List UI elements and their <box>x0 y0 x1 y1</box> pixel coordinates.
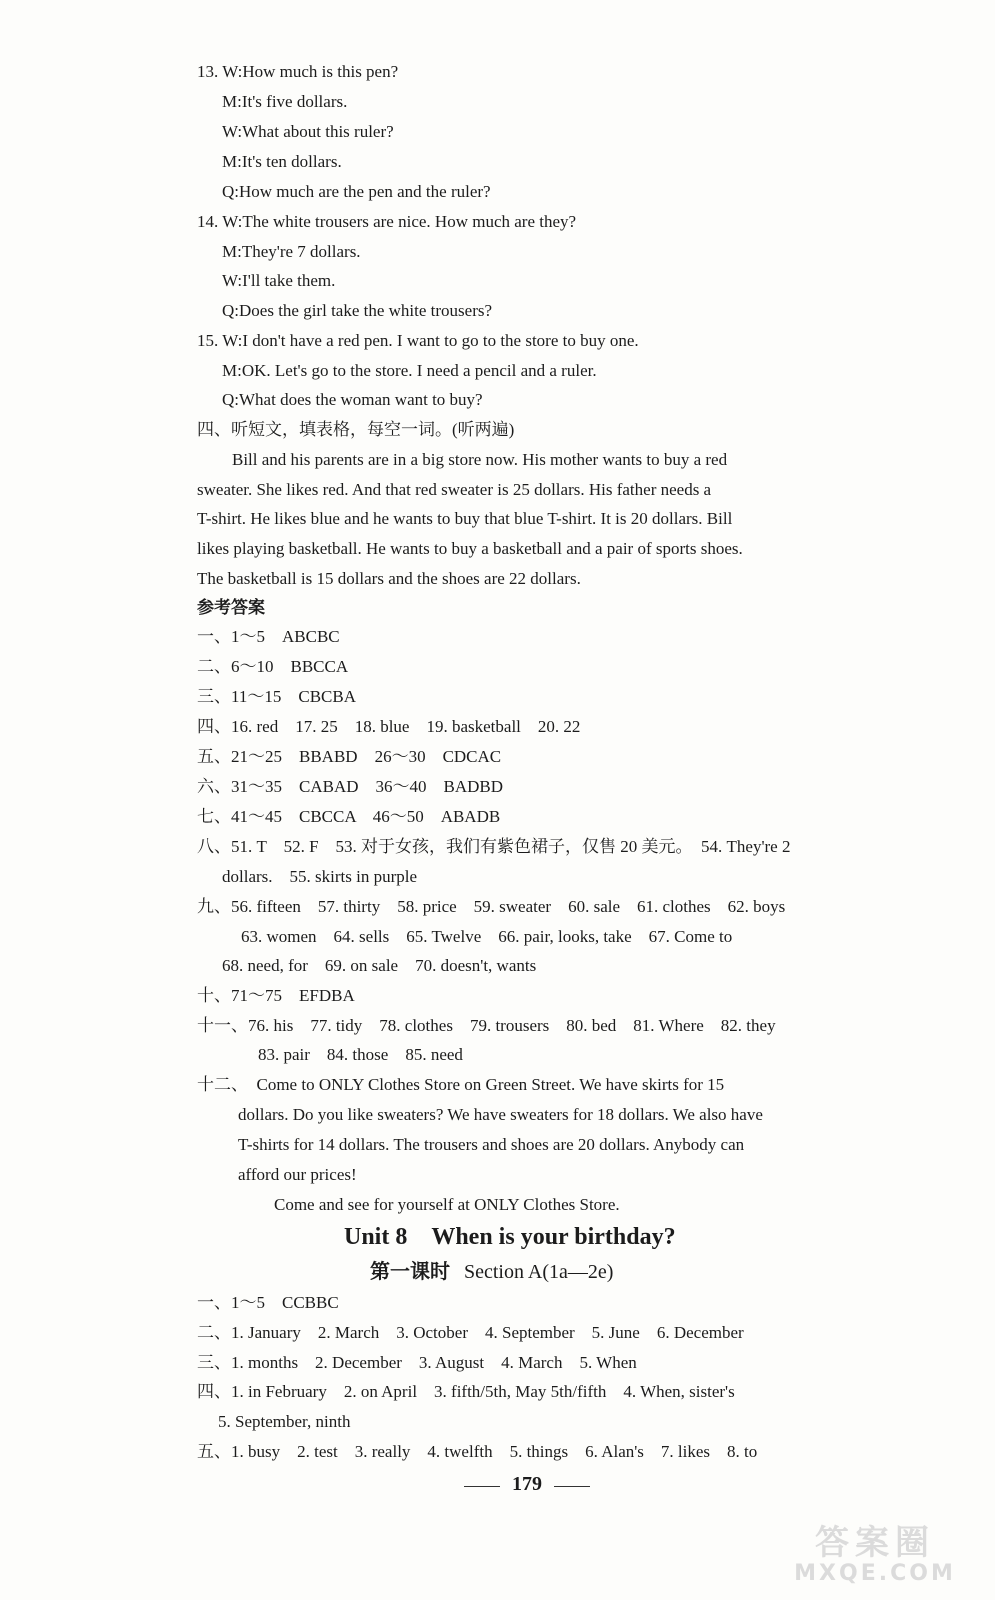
page-number-text: 179 <box>512 1473 542 1495</box>
q13-line-1: 13. W:How much is this pen? <box>197 62 399 81</box>
q15-line-3: Q:What does the woman want to buy? <box>222 390 483 409</box>
q13-line-3: W:What about this ruler? <box>222 122 394 141</box>
passage-line-3: T-shirt. He likes blue and he wants to buy that blue T-shirt. It is 20 dollars. Bill <box>197 509 733 528</box>
unit8-answer-line: 三、1. months 2. December 3. August 4. March 5. When <box>197 1353 637 1372</box>
answer-line: 十二、 Come to ONLY Clothes Store on Green Street. We have skirts for 15 <box>197 1075 725 1094</box>
lesson-label: 第一课时 <box>370 1261 450 1283</box>
page-number <box>452 1473 602 1496</box>
unit8-answer-line: 一、1～5 CCBBC <box>197 1293 339 1312</box>
divider <box>464 1486 500 1487</box>
section-4-heading: 四、听短文，填表格，每空一词。(听两遍) <box>197 420 515 439</box>
answer-line: 一、1～5 ABCBC <box>197 627 340 646</box>
answer-line: dollars. 55. skirts in purple <box>222 867 418 886</box>
q13-line-2: M:It's five dollars. <box>222 92 348 111</box>
passage-line-5: The basketball is 15 dollars and the shoes are 22 dollars. <box>197 569 581 588</box>
q15-line-2: M:OK. Let's go to the store. I need a pencil and a ruler. <box>222 361 597 380</box>
watermark-logo <box>775 1524 975 1588</box>
answer-line: 四、16. red 17. 25 18. blue 19. basketball 20. 22 <box>197 717 581 736</box>
answer-line: 六、31～35 CABAD 36～40 BADBD <box>197 777 504 796</box>
q14-line-1: 14. W:The white trousers are nice. How much are they? <box>197 212 577 231</box>
answer-line: T-shirts for 14 dollars. The trousers and shoes are 20 dollars. Anybody can <box>238 1135 745 1154</box>
q13-line-5: Q:How much are the pen and the ruler? <box>222 182 491 201</box>
passage-line-1: Bill and his parents are in a big store now. His mother wants to buy a red <box>232 450 728 469</box>
unit8-answer-line: 四、1. in February 2. on April 3. fifth/5th, May 5th/fifth 4. When, sister's <box>197 1382 735 1401</box>
answer-line: Come and see for yourself at ONLY Clothes Store. <box>274 1195 620 1214</box>
answer-line: 68. need, for 69. on sale 70. doesn't, wants <box>222 956 537 975</box>
unit-title: Unit 8 When is your birthday? <box>344 1224 676 1250</box>
answer-line: 五、21～25 BBABD 26～30 CDCAC <box>197 747 502 766</box>
answer-line: 二、6～10 BBCCA <box>197 657 349 676</box>
passage-line-4: likes playing basketball. He wants to buy a basketball and a pair of sports shoes. <box>197 539 743 558</box>
answer-line: 八、51. T 52. F 53. 对于女孩，我们有紫色裙子，仅售 20 美元。 54. They're 2 <box>197 837 791 856</box>
divider <box>554 1486 590 1487</box>
q14-line-3: W:I'll take them. <box>222 271 336 290</box>
passage-line-2: sweater. She likes red. And that red sweater is 25 dollars. His father needs a <box>197 480 712 499</box>
answer-line: afford our prices! <box>238 1165 357 1184</box>
lesson-heading <box>370 1259 613 1285</box>
answer-line: dollars. Do you like sweaters? We have sweaters for 18 dollars. We also have <box>238 1105 763 1124</box>
answer-line: 十一、76. his 77. tidy 78. clothes 79. trousers 80. bed 81. Where 82. they <box>197 1016 776 1035</box>
unit8-answer-line: 二、1. January 2. March 3. October 4. September 5. June 6. December <box>197 1323 744 1342</box>
q14-line-2: M:They're 7 dollars. <box>222 242 361 261</box>
watermark-cn: 答案圈 <box>815 1523 935 1563</box>
q15-line-1: 15. W:I don't have a red pen. I want to go to the store to buy one. <box>197 331 639 350</box>
answer-line: 九、56. fifteen 57. thirty 58. price 59. sweater 60. sale 61. clothes 62. boys <box>197 897 786 916</box>
unit8-answer-line: 五、1. busy 2. test 3. really 4. twelfth 5. things 6. Alan's 7. likes 8. to <box>197 1442 758 1461</box>
q14-line-4: Q:Does the girl take the white trousers? <box>222 301 493 320</box>
unit8-answer-line: 5. September, ninth <box>218 1412 351 1431</box>
answer-line: 三、11～15 CBCBA <box>197 687 357 706</box>
watermark-en: MXQE.COM <box>794 1561 956 1586</box>
answer-line: 83. pair 84. those 85. need <box>258 1045 463 1064</box>
answer-line: 63. women 64. sells 65. Twelve 66. pair, looks, take 67. Come to <box>241 927 733 946</box>
answers-heading: 参考答案 <box>197 598 265 617</box>
answer-line: 七、41～45 CBCCA 46～50 ABADB <box>197 807 501 826</box>
answer-line: 十、71～75 EFDBA <box>197 986 355 1005</box>
q13-line-4: M:It's ten dollars. <box>222 152 342 171</box>
lesson-section: Section A(1a—2e) <box>464 1261 614 1283</box>
